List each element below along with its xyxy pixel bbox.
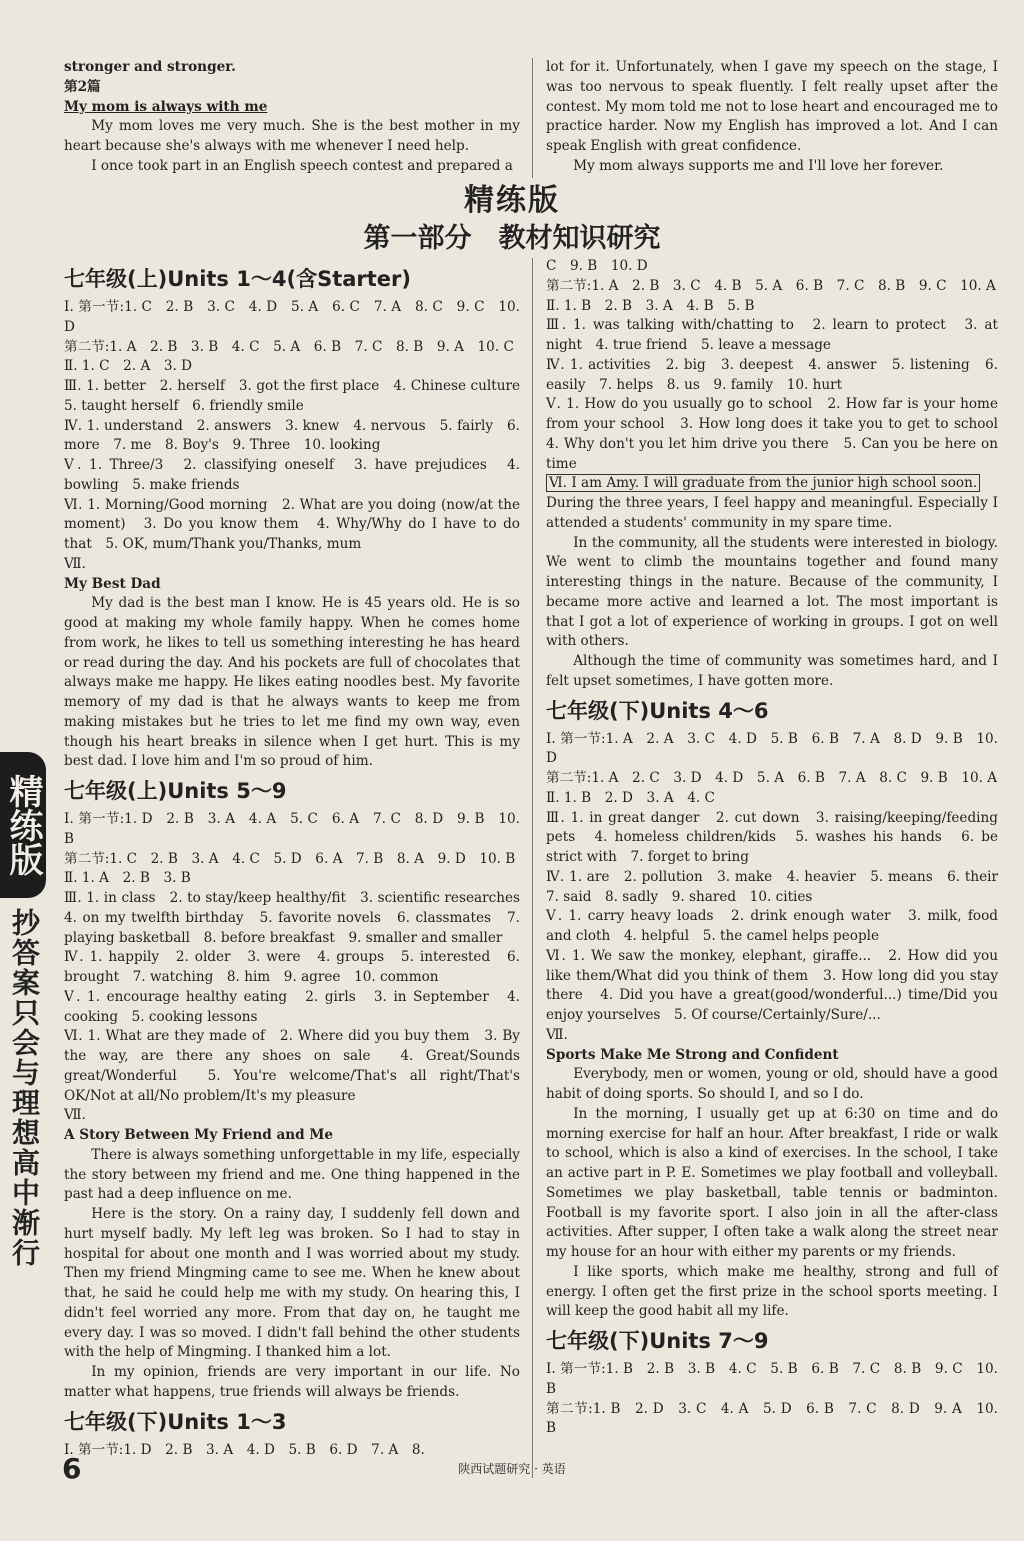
answer-line: Ⅱ. 1. B 2. B 3. A 4. B 5. B — [546, 297, 755, 314]
answer-line: Ⅳ. 1. are 2. pollution 3. make 4. heavier 5. means 6. their 7. said 8. sadly 9. shared 10. cities — [546, 868, 1012, 905]
essay-continuation: stronger and stronger. — [64, 59, 236, 75]
answer-line — [546, 474, 998, 494]
answer-line: Ⅲ. 1. better 2. herself 3. got the first place 4. Chinese culture 5. taught herself 6. friendly smile — [64, 378, 534, 414]
answer-line: Ⅲ. 1. in class 2. to stay/keep healthy/fit 3. scientific researches 4. on my twelfth birthday 5. favorite novels 6. classmates 7. playing basketball 8. before breakfast 9. smaller and smaller — [64, 890, 534, 946]
essay-title: My mom is always with me — [64, 98, 268, 115]
essay-paragraph: Although the time of community was sometimes hard, and I felt upset sometimes, I have gotten more. — [546, 653, 998, 689]
answer-line: Ⅶ. — [64, 555, 86, 572]
section-banner-title: 精练版 — [464, 183, 560, 218]
answer-line: Ⅰ. 第一节:1. A 2. A 3. C 4. D 5. B 6. B 7. A 8. D 9. B 10. D — [546, 730, 998, 767]
essay-paragraph: There is always something unforgettable in my life, especially the story between my friend and me. One thing happened in the past had a deep influence on me. — [64, 1146, 520, 1203]
answer-line: Ⅳ. 1. understand 2. answers 3. knew 4. nervous 5. fairly 6. more 7. me 8. Boy's 9. Three 10. looking — [64, 417, 520, 454]
right-column — [546, 257, 1012, 1439]
unit-heading: 七年级(下)Units 7～9 — [546, 1329, 769, 1353]
answer-line: Ⅱ. 1. A 2. B 3. B — [64, 870, 191, 887]
essay-paragraph: During the three years, I feel happy and meaningful. Especially I attended a students' community in my spare time. — [546, 495, 998, 531]
essay-paragraph: My mom always supports me and I'll love her forever. — [573, 157, 944, 174]
answer-line: 第二节:1. A 2. B 3. B 4. C 5. A 6. B 7. C 8. B 9. A 10. C — [64, 338, 514, 355]
answer-line: Ⅲ. 1. in great danger 2. cut down 3. raising/keeping/feeding pets 4. homeless children/kids 5. washes his hands 6. be strict with 7. forget to bring — [546, 809, 998, 865]
answer-line: Ⅶ. — [546, 1026, 568, 1043]
answer-line: Ⅵ. 1. We saw the monkey, elephant, giraffe... 2. How did you like them/What did you think of them 3. How long did you stay there 4. Did you have a great(good/wonderful...) time/Did you enjoy yourselves 5. Of course/Certainly/Sure/... — [546, 947, 998, 1023]
answer-line: C 9. B 10. D — [546, 258, 648, 274]
answer-line: Ⅳ. 1. happily 2. older 3. were 4. groups 5. interested 6. brought 7. watching 8. him 9. agree 10. common — [64, 949, 520, 985]
answer-line: 第二节:1. B 2. D 3. C 4. A 5. D 6. B 7. C 8. D 9. A 10. B — [546, 1400, 998, 1437]
side-slogan: 抄答案只会与理想高中渐行 — [8, 908, 41, 1268]
unit-heading: 七年级(下)Units 1～3 — [64, 1409, 287, 1434]
essay-paragraph: In my opinion, friends are very important in our life. No matter what happens, true friends will always be friends. — [64, 1364, 520, 1400]
answer-line: Ⅴ. 1. carry heavy loads 2. drink enough water 3. milk, food and cloth 4. helpful 5. the camel helps people — [546, 908, 998, 944]
answer-line: Ⅴ. 1. Three/3 2. classifying oneself 3. have prejudices 4. bowling 5. make friends — [64, 457, 520, 493]
page-number: 6 — [62, 1452, 82, 1485]
essay-label: 第2篇 — [64, 78, 101, 95]
unit-heading: 七年级(下)Units 4～6 — [546, 698, 769, 723]
unit-heading: 七年级(上)Units 1～4(含Starter) — [64, 267, 411, 291]
answer-line: Ⅵ. 1. What are they made of 2. Where did you buy them 3. By the way, are there any shoes on sale 4. Great/Sounds great/Wonderful 5. You're welcome/That's all right/That's OK/Not at all/No problem/It's my pleasure — [64, 1028, 520, 1104]
column-divider — [532, 58, 533, 178]
essay-paragraph: I once took part in an English speech contest and prepared a — [91, 157, 513, 174]
answer-line: Ⅳ. 1. activities 2. big 3. deepest 4. answer 5. listening 6. easily 7. helps 8. us 9. family 10. hurt — [546, 356, 998, 393]
side-tab: 精练版 — [0, 752, 46, 898]
answer-line: Ⅰ. 第一节:1. B 2. B 3. B 4. C 5. B 6. B 7. C 8. B 9. C 10. B — [546, 1361, 998, 1397]
essay-paragraph: My mom loves me very much. She is the best mother in my heart because she's always with me whenever I need help. — [64, 118, 520, 154]
essay-title: A Story Between My Friend and Me — [64, 1127, 334, 1143]
essay-paragraph: I like sports, which make me healthy, strong and full of energy. I often get the first prize in the school sports meeting. I will keep the good habit all my life. — [546, 1263, 998, 1320]
answer-line: 第二节:1. C 2. B 3. A 4. C 5. D 6. A 7. B 8. A 9. D 10. B — [64, 850, 516, 867]
boxed-opening-sentence: Ⅵ. I am Amy. I will graduate from the junior high school soon. — [546, 474, 980, 492]
essay-title: Sports Make Me Strong and Confident — [546, 1046, 839, 1063]
answer-line: Ⅲ. 1. was talking with/chatting to 2. learn to protect 3. at night 4. true friend 5. leave a message — [546, 317, 998, 353]
essay-title: My Best Dad — [64, 575, 161, 592]
answer-line: Ⅰ. 第一节:1. D 2. B 3. A 4. D 5. B 6. D 7. A 8. — [64, 1441, 425, 1458]
unit-heading: 七年级(上)Units 5～9 — [64, 779, 287, 803]
section-banner-subtitle: 第一部分 教材知识研究 — [363, 223, 661, 254]
answer-line: 第二节:1. A 2. C 3. D 4. D 5. A 6. B 7. A 8. C 9. B 10. A — [546, 770, 998, 786]
answer-line: Ⅱ. 1. B 2. D 3. A 4. C — [546, 789, 715, 806]
column-divider — [532, 258, 533, 1478]
answer-line: Ⅰ. 第一节:1. D 2. B 3. A 4. A 5. C 6. A 7. C 8. D 9. B 10. B — [64, 811, 520, 847]
answer-line: Ⅴ. 1. How do you usually go to school 2. How far is your home from your school 3. How long does it take you to get to school 4. Why don't you let him drive you there 5. Can you be here on time — [546, 396, 1012, 472]
essay-paragraph: Here is the story. On a rainy day, I suddenly fell down and hurt myself badly. My left leg was broken. So I had to stay in hospital for about one month and I was worried about my study. Then my friend Mingming came to see me. When he knew about that, he said he could help me with my study. On hearing this, I didn't feel worried any more. From that day on, he taught me every day. I was so moved. I didn't fall behind the other students with the help of Mingming. I thanked him a lot. — [64, 1206, 520, 1361]
top-left-column — [64, 58, 520, 177]
top-right-column — [546, 58, 998, 177]
footer-text: 陕西试题研究 · 英语 — [458, 1462, 566, 1476]
answer-line: Ⅰ. 第一节:1. C 2. B 3. C 4. D 5. A 6. C 7. A 8. C 9. C 10. D — [64, 299, 520, 335]
answer-line: Ⅵ. 1. Morning/Good morning 2. What are you doing (now/at the moment) 3. Do you know them 4. Why/Why do I have to do that 5. OK, mum/Thank you/Thanks, mum — [64, 496, 520, 552]
answer-line: Ⅶ. — [64, 1107, 86, 1124]
answer-line: Ⅱ. 1. C 2. A 3. D — [64, 358, 193, 375]
answer-line: 第二节:1. A 2. B 3. C 4. B 5. A 6. B 7. C 8. B 9. C 10. A — [546, 277, 996, 294]
essay-paragraph: In the morning, I usually get up at 6:30 on time and do morning exercise for half an hour. After breakfast, I ride or walk to school, which is also a kind of exercises. In the school, I take an active part in P. E. Sometimes we play football and volleyball. Sometimes we play basketball, table tennis or badminton. Football is my favorite sport. I also join in all the after-class activities. After supper, I often take a walk along the street near my house for an hour with either my parents or my friends. — [546, 1105, 998, 1260]
essay-paragraph: lot for it. Unfortunately, when I gave my speech on the stage, I was too nervous to speak fluently. I felt really upset after the contest. My mom told me not to lose heart and encouraged me to practice harder. Now my English has improved a lot. And I can speak English with great confidence. — [546, 59, 998, 154]
essay-paragraph: In the community, all the students were interested in biology. We went to climb the mountains together and found many interesting things in the nature. Because of the community, I became more active and learned a lot. The most important is that I got a lot of experience of working in groups. I got on well with others. — [546, 534, 998, 650]
answer-line: Ⅴ. 1. encourage healthy eating 2. girls 3. in September 4. cooking 5. cooking lessons — [64, 988, 520, 1025]
essay-paragraph: Everybody, men or women, young or old, should have a good habit of doing sports. So should I, and so I do. — [546, 1066, 998, 1102]
essay-paragraph: My dad is the best man I know. He is 45 years old. He is so good at making my whole family happy. When he comes home from work, he likes to tell us something interesting he has heard or read during the day. And his pockets are full of chocolates that always make me happy. He likes eating noodles best. My favorite memory of my dad is that he always wants to keep me from making mistakes but he tries to let me find my own way, even though his heart breaks in silence when I get hurt. This is my best dad. I love him and I'm so proud of him. — [64, 595, 520, 770]
left-column — [64, 260, 534, 1460]
